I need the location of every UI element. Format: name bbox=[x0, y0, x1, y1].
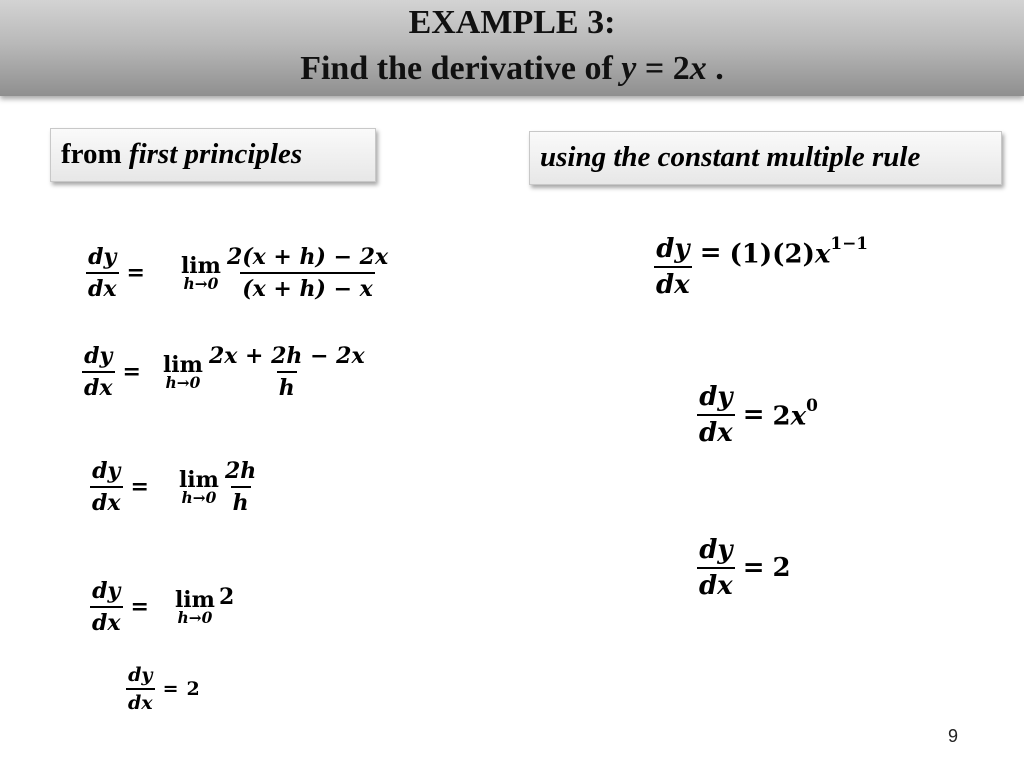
title-prefix: Find the derivative of bbox=[300, 50, 622, 87]
first-principles-label-italic: first principles bbox=[128, 138, 303, 170]
left-result bbox=[126, 664, 200, 714]
equals-sign: = bbox=[130, 474, 149, 500]
left-step-1 bbox=[86, 244, 390, 302]
equals-sign: = bbox=[162, 678, 179, 700]
limit-operator: lim h→0 bbox=[180, 253, 221, 293]
dy-dx-fraction: $\frac{dy}{dx}$ bbox=[88, 244, 117, 302]
simplified-quotient: $\frac{2h}{h}$ bbox=[224, 458, 257, 516]
slide-title-bar bbox=[0, 0, 1024, 96]
left-step-2 bbox=[82, 343, 367, 401]
right-step-2 bbox=[697, 382, 818, 448]
right-result bbox=[697, 535, 791, 601]
dy-dx-fraction: $\frac{dy}{dx}$ bbox=[92, 458, 121, 516]
expanded-quotient: $\frac{2x + 2h - 2x}{h}$ bbox=[208, 343, 365, 401]
slide-title-line2 bbox=[0, 50, 1024, 88]
equals-sign: = bbox=[130, 594, 149, 620]
dy-dx-fraction: $\frac{dy}{dx}$ bbox=[128, 664, 153, 714]
dy-dx-fraction: $\frac{dy}{dx}$ bbox=[92, 578, 121, 636]
title-eq: = 2 bbox=[636, 50, 690, 87]
equals-sign: = bbox=[742, 400, 765, 430]
dy-dx-fraction: $\frac{dy}{dx}$ bbox=[84, 343, 113, 401]
first-principles-label bbox=[50, 128, 376, 182]
title-end: . bbox=[706, 50, 724, 87]
limit-body: 2 bbox=[218, 584, 235, 610]
slide-title-line1: EXAMPLE 3: bbox=[408, 4, 616, 41]
title-var-y: y bbox=[621, 50, 637, 87]
limit-operator: lim h→0 bbox=[178, 467, 219, 507]
dy-dx-fraction: $\frac{dy}{dx}$ bbox=[656, 234, 690, 300]
result-value: 2 bbox=[186, 678, 200, 700]
difference-quotient: $\frac{2(x + h) - 2x}{(x + h) - x}$ bbox=[226, 244, 389, 302]
limit-operator: lim h→0 bbox=[162, 352, 203, 392]
right-step-1 bbox=[654, 234, 868, 300]
equals-sign: = bbox=[742, 553, 765, 583]
title-var-x: x bbox=[689, 50, 707, 87]
result-value: 2 bbox=[772, 553, 791, 583]
constant-multiple-label-italic: using the constant multiple rule bbox=[540, 141, 921, 173]
equals-sign: = bbox=[699, 238, 722, 268]
constant-multiple-label bbox=[529, 131, 1002, 185]
left-step-4 bbox=[90, 578, 234, 636]
first-principles-label-plain: from bbox=[61, 138, 129, 170]
slide-page-number: 9 bbox=[948, 726, 959, 746]
limit-operator: lim h→0 bbox=[174, 587, 215, 627]
equals-sign: = bbox=[126, 260, 145, 286]
power-term: $2x^0$ bbox=[772, 394, 818, 432]
dy-dx-fraction: $\frac{dy}{dx}$ bbox=[699, 382, 733, 448]
dy-dx-fraction: $\frac{dy}{dx}$ bbox=[699, 535, 733, 601]
equals-sign: = bbox=[122, 359, 141, 385]
left-step-3 bbox=[90, 458, 258, 516]
rule-application: $(1)(2)x^{1-1}$ bbox=[729, 232, 869, 270]
